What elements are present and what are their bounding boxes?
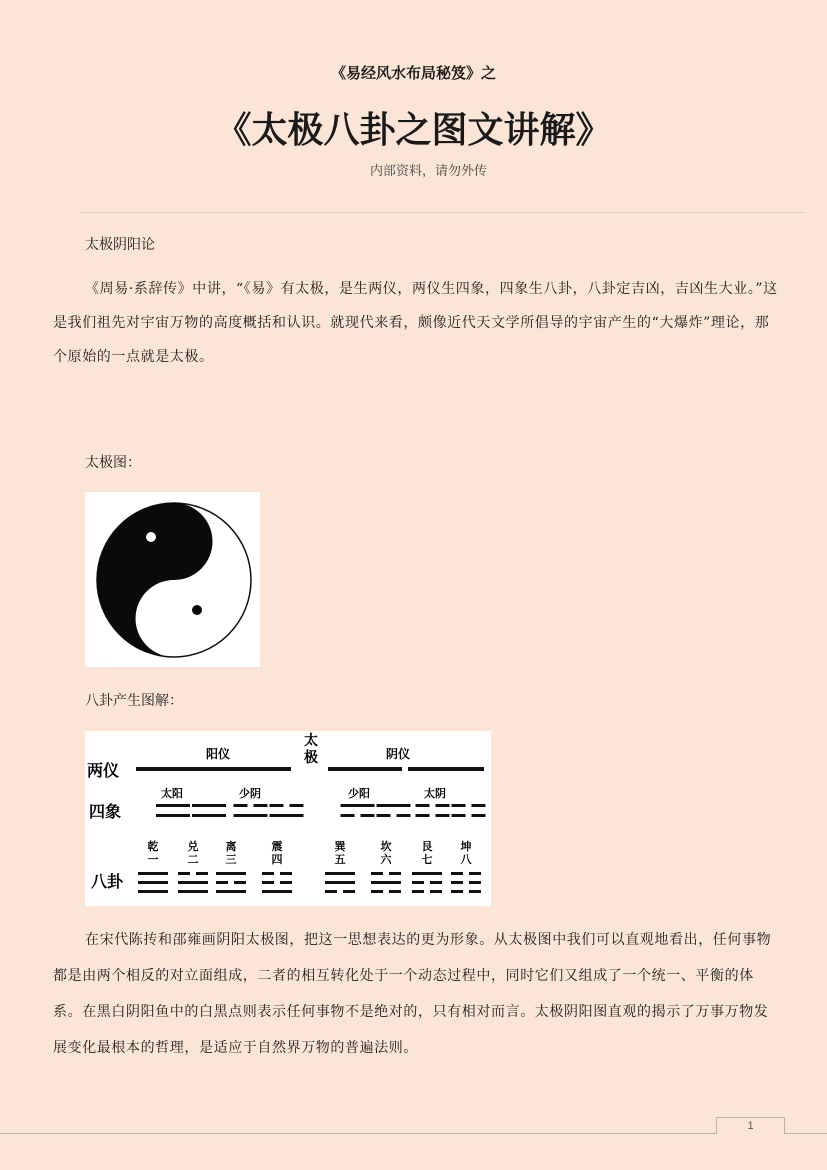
yang-line bbox=[192, 804, 226, 807]
sixiang-symbol bbox=[192, 804, 226, 817]
taiji-label-char: 极 bbox=[304, 750, 318, 766]
bagua-number-1: 一 bbox=[147, 853, 159, 866]
page-title: 《太极八卦之图文讲解》 bbox=[215, 110, 612, 151]
sixiang-label-taiyang: 太阳 bbox=[161, 787, 183, 800]
yin-line-segment bbox=[416, 804, 430, 807]
yin-line-segment bbox=[469, 890, 481, 893]
paragraph-intro: 《周易·系辞传》中讲，“《易》有太极，是生两仪，两仪生四象，四象生八卦，八卦定吉凶，吉凶生大业。”这是我们祖先对宇宙万物的高度概括和认识。就现代来看，颇像近代天文学所倡导的宇宙产生的“大爆炸”理论，那个原始的一点就是太极。 bbox=[53, 281, 778, 365]
section-heading-taiji-yinyang: 太极阴阳论 bbox=[85, 237, 155, 253]
subtitle: 内部资料，请勿外传 bbox=[369, 164, 487, 179]
yin-line-segment bbox=[270, 804, 284, 807]
yang-line bbox=[325, 872, 355, 875]
yin-line-segment bbox=[430, 890, 442, 893]
header-divider bbox=[80, 212, 806, 213]
liangyi-yin-line-left bbox=[328, 767, 402, 771]
yin-yang-icon bbox=[85, 492, 260, 667]
series-title: 《易经风水布局秘笈》之 bbox=[330, 64, 496, 82]
liangyi-yang-line bbox=[136, 767, 291, 771]
yang-line bbox=[178, 890, 208, 893]
trigram-symbol bbox=[262, 872, 292, 893]
yin-line-segment bbox=[472, 814, 486, 817]
liangyi-yin-line-right bbox=[408, 767, 484, 771]
sixiang-label-shaoyang: 少阳 bbox=[348, 787, 370, 800]
trigram-symbol bbox=[412, 872, 442, 893]
bagua-name-kun: 坤 bbox=[460, 840, 472, 853]
yang-line bbox=[156, 804, 190, 807]
section-heading-bagua: 八卦产生图解： bbox=[85, 693, 183, 709]
yin-line-segment bbox=[389, 890, 401, 893]
yang-line bbox=[216, 872, 246, 875]
yang-line bbox=[234, 814, 268, 817]
yang-line bbox=[138, 881, 168, 884]
yin-line-segment bbox=[436, 814, 450, 817]
bagua-name-qian: 乾 bbox=[147, 840, 159, 853]
yin-line-segment bbox=[469, 872, 481, 875]
bagua-name-dui: 兑 bbox=[187, 840, 199, 853]
yin-line-segment bbox=[196, 872, 208, 875]
bagua-name-kan: 坎 bbox=[380, 840, 392, 853]
section-heading-taiji-diagram: 太极图： bbox=[85, 455, 141, 471]
trigram-symbol bbox=[178, 872, 208, 893]
footer-divider bbox=[0, 1133, 827, 1134]
yang-line bbox=[216, 890, 246, 893]
bagua-number-5: 五 bbox=[334, 853, 346, 866]
yin-line-segment bbox=[178, 872, 190, 875]
yin-line-segment bbox=[397, 814, 411, 817]
sixiang-symbol bbox=[270, 804, 304, 817]
yang-line bbox=[192, 814, 226, 817]
yin-line-segment bbox=[377, 814, 391, 817]
bagua-diagram bbox=[85, 731, 491, 906]
yin-line-segment bbox=[343, 890, 355, 893]
liangyi-yang-label: 阳仪 bbox=[205, 747, 231, 761]
yin-line-segment bbox=[389, 872, 401, 875]
yin-line-segment bbox=[412, 881, 424, 884]
yin-line-segment bbox=[436, 804, 450, 807]
sixiang-symbol bbox=[234, 804, 268, 817]
yang-line bbox=[262, 890, 292, 893]
sixiang-symbol bbox=[156, 804, 190, 817]
bagua-name-zhen: 震 bbox=[271, 840, 283, 853]
bagua-name-xun: 巽 bbox=[334, 840, 346, 853]
trigram-symbol bbox=[216, 872, 246, 893]
yin-line-segment bbox=[452, 804, 466, 807]
yin-line-segment bbox=[341, 814, 355, 817]
row-label-bagua: 八卦 bbox=[91, 872, 124, 891]
yin-line-segment bbox=[469, 881, 481, 884]
yin-line-segment bbox=[430, 881, 442, 884]
yin-line-segment bbox=[280, 881, 292, 884]
taiji-label bbox=[304, 732, 318, 766]
yin-line-segment bbox=[325, 890, 337, 893]
bagua-number-2: 二 bbox=[187, 853, 199, 866]
bagua-number-6: 六 bbox=[380, 853, 392, 866]
yin-line-segment bbox=[290, 804, 304, 807]
yin-line-segment bbox=[416, 814, 430, 817]
trigram-symbol bbox=[371, 872, 401, 893]
sixiang-symbol bbox=[416, 804, 450, 817]
yin-line-segment bbox=[254, 804, 268, 807]
yin-line-segment bbox=[262, 881, 274, 884]
trigram-symbol bbox=[138, 872, 168, 893]
yin-line-segment bbox=[361, 814, 375, 817]
taiji-image bbox=[85, 492, 260, 667]
bagua-trigrams bbox=[138, 872, 481, 893]
sixiang-symbols bbox=[156, 804, 486, 817]
yin-line-segment bbox=[234, 881, 246, 884]
taiji-label-char: 太 bbox=[304, 733, 318, 749]
yang-line bbox=[156, 814, 190, 817]
bagua-number-3: 三 bbox=[225, 853, 237, 866]
yang-line bbox=[178, 881, 208, 884]
sixiang-label-taiyin: 太阴 bbox=[424, 787, 446, 800]
sixiang-symbol bbox=[452, 804, 486, 817]
row-label-sixiang: 四象 bbox=[89, 802, 122, 821]
yin-line-segment bbox=[412, 890, 424, 893]
yang-line bbox=[341, 804, 375, 807]
sixiang-symbol bbox=[377, 804, 411, 817]
yin-line-segment bbox=[216, 881, 228, 884]
row-label-liangyi: 两仪 bbox=[87, 761, 120, 780]
yang-line bbox=[138, 890, 168, 893]
yang-line bbox=[412, 872, 442, 875]
yin-line-segment bbox=[451, 890, 463, 893]
yin-line-segment bbox=[280, 872, 292, 875]
yang-line bbox=[325, 881, 355, 884]
yin-line-segment bbox=[371, 872, 383, 875]
bagua-name-gen: 艮 bbox=[421, 840, 433, 853]
trigram-symbol bbox=[451, 872, 481, 893]
yin-line-segment bbox=[234, 804, 248, 807]
yang-line bbox=[270, 814, 304, 817]
yin-line-segment bbox=[451, 872, 463, 875]
yang-line bbox=[377, 804, 411, 807]
liangyi-yin-label: 阴仪 bbox=[385, 747, 411, 761]
bagua-name-li: 离 bbox=[225, 840, 237, 853]
yin-line-segment bbox=[371, 890, 383, 893]
bagua-number-8: 八 bbox=[460, 853, 472, 866]
yin-line-segment bbox=[472, 804, 486, 807]
yin-line-segment bbox=[262, 872, 274, 875]
bagua-number-4: 四 bbox=[271, 853, 283, 866]
yang-line bbox=[371, 881, 401, 884]
trigram-symbol bbox=[325, 872, 355, 893]
yang-line bbox=[138, 872, 168, 875]
bagua-number-7: 七 bbox=[421, 853, 433, 866]
yin-line-segment bbox=[452, 814, 466, 817]
bagua-names bbox=[148, 839, 473, 866]
sixiang-label-shaoyin: 少阴 bbox=[239, 787, 261, 800]
page-number: 1 bbox=[716, 1117, 785, 1134]
yin-line-segment bbox=[451, 881, 463, 884]
sixiang-symbol bbox=[341, 804, 375, 817]
paragraph-explanation: 在宋代陈抟和邵雍画阴阳太极图，把这一思想表达的更为形象。从太极图中我们可以直观地看出，任何事物都是由两个相反的对立面组成，二者的相互转化处于一个动态过程中，同时它们又组成了一个统一、平衡的体系。在黑白阴阳鱼中的白黑点则表示任何事物不是绝对的，只有相对而言。太极阴阳图直观的揭示了万事万物发展变化最根本的哲理，是适应于自然界万物的普遍法则。 bbox=[53, 932, 772, 1056]
